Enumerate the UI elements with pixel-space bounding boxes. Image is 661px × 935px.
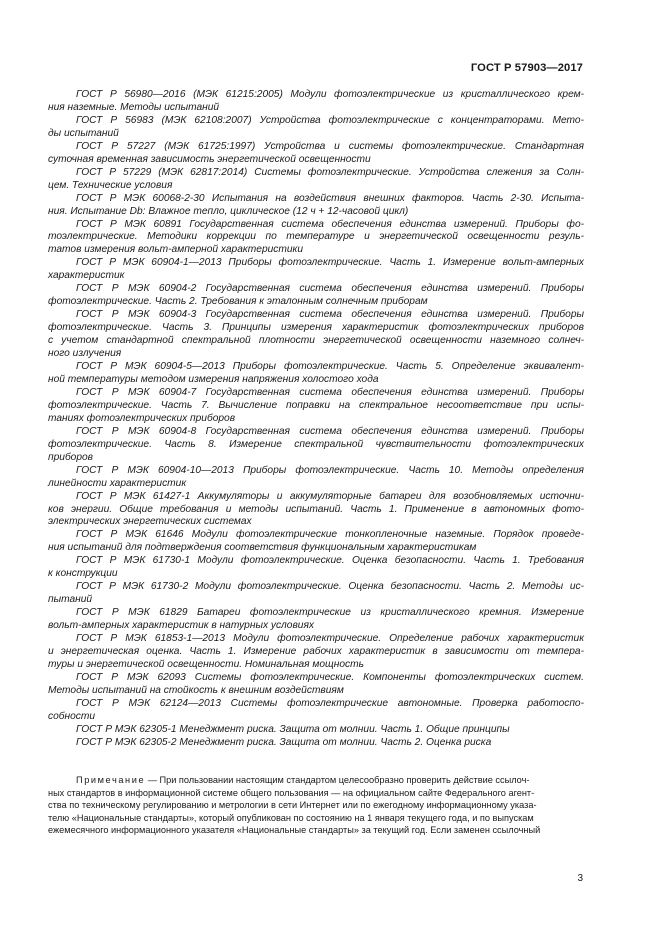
reference-line-first: ГОСТ Р МЭК 60904-5—2013 Приборы фотоэлектрические. Часть 5. Определение эквивалент- [76, 361, 584, 373]
reference-line-first: ГОСТ Р МЭК 61730-1 Модули фотоэлектрические. Оценка безопасности. Часть 1. Требования [76, 555, 584, 567]
reference-line-continuation: ды испытаний [48, 127, 119, 139]
reference-line-first: ГОСТ Р МЭК 62305-2 Менеджмент риска. Защита от молнии. Часть 2. Оценка риска [76, 736, 492, 748]
reference-line-continuation: и энергетическая оценка. Часть 1. Измерение рабочих характеристик в зависимости от темпера- [48, 645, 584, 657]
note-line: телю «Национальные стандарты», который опубликован по состоянию на 1 января текущего года, и по выпускам [48, 812, 534, 823]
note-line: ства по техническому регулированию и метрологии в сети Интернет или по ежегодному информационному указа- [48, 800, 537, 811]
note-line: ежемесячного информационного указателя «Национальные стандарты» за текущий год. Если заменен ссылочный [48, 825, 541, 836]
reference-entry [48, 193, 584, 219]
reference-line-first: ГОСТ Р МЭК 60904-2 Государственная система обеспечения единства измерений. Приборы [76, 283, 584, 295]
reference-line-continuation: с учетом стандартной спектральной плотности энергетической освещенности наземного солнеч- [48, 335, 584, 347]
reference-line-continuation: электрических энергетических системах [48, 516, 252, 528]
reference-entry [48, 724, 584, 737]
reference-entry [48, 672, 584, 698]
note-line [48, 774, 584, 787]
reference-line-continuation: фотоэлектрические. Часть 3. Принципы измерения характеристик фотоэлектрических приборов [48, 322, 584, 334]
reference-line-continuation: Методы испытаний на стойкость к внешним воздействиям [48, 684, 344, 696]
reference-line-first: ГОСТ Р МЭК 60904-3 Государственная система обеспечения единства измерений. Приборы [76, 309, 584, 321]
reference-line-continuation: цем. Технические условия [48, 179, 173, 191]
reference-line-first: ГОСТ Р МЭК 60904-8 Государственная система обеспечения единства измерений. Приборы [76, 425, 584, 437]
reference-entry [48, 633, 584, 672]
reference-line-continuation: пытаний [48, 594, 93, 606]
document-code-header: ГОСТ Р 57903—2017 [470, 62, 583, 74]
reference-entry [48, 555, 584, 581]
note-label: Примечание [76, 775, 146, 785]
reference-line-first: ГОСТ Р МЭК 61427-1 Аккумуляторы и аккумуляторные батареи для возобновляемых источни- [76, 490, 584, 502]
reference-entry [48, 89, 584, 115]
reference-line-first: ГОСТ Р МЭК 62305-1 Менеджмент риска. Защита от молнии. Часть 1. Общие принципы [76, 723, 510, 735]
reference-line-continuation: суточная временная зависимость энергетической освещенности [48, 153, 371, 165]
reference-line-first: ГОСТ Р МЭК 60891 Государственная система обеспечения единства измерений. Приборы фо- [76, 218, 584, 230]
reference-entry [48, 283, 584, 309]
reference-line-first: ГОСТ Р МЭК 60904-1—2013 Приборы фотоэлектрические. Часть 1. Измерение вольт-амперных [76, 257, 584, 269]
reference-line-continuation: ния испытаний для подтверждения соответствия функциональным характеристикам [48, 542, 477, 554]
reference-line-first: ГОСТ Р 57229 (МЭК 62817:2014) Системы фотоэлектрические. Устройства слежения за Солн- [76, 166, 584, 178]
reference-line-first: ГОСТ Р МЭК 62093 Системы фотоэлектрические. Компоненты фотоэлектрических систем. [76, 671, 584, 683]
reference-entry [48, 361, 584, 387]
reference-entry [48, 167, 584, 193]
reference-line-continuation: ной температуры методом измерения напряжения холостого хода [48, 373, 379, 385]
reference-entry [48, 529, 584, 555]
reference-line-first: ГОСТ Р МЭК 61730-2 Модули фотоэлектрические. Оценка безопасности. Часть 2. Методы ис- [76, 581, 584, 593]
reference-entry [48, 491, 584, 530]
reference-line-continuation: тоэлектрические. Методики коррекции по температуре и энергетической освещенности резуль- [48, 231, 584, 243]
reference-line-continuation: приборов [48, 451, 93, 463]
reference-line-first: ГОСТ Р МЭК 60904-7 Государственная система обеспечения единства измерений. Приборы [76, 386, 584, 398]
page-number: 3 [577, 873, 583, 884]
reference-line-continuation: фотоэлектрические. Часть 7. Вычисление поправки на спектральное несоответствие при испы- [48, 399, 584, 411]
reference-line-first: ГОСТ Р МЭК 60904-10—2013 Приборы фотоэлектрические. Часть 10. Методы определения [76, 464, 584, 476]
reference-line-first: ГОСТ Р МЭК 61853-1—2013 Модули фотоэлектрические. Определение рабочих характеристик [76, 633, 584, 645]
reference-line-continuation: к конструкции [48, 568, 118, 580]
reference-line-first: ГОСТ Р 57227 (МЭК 61725:1997) Устройства и системы фотоэлектрические. Стандартная [76, 140, 584, 152]
reference-entry [48, 737, 584, 750]
reference-line-continuation: ния. Испытание Db: Влажное тепло, циклическое (12 ч + 12-часовой цикл) [48, 205, 409, 217]
note-paragraph [48, 774, 584, 837]
reference-entry [48, 465, 584, 491]
reference-line-continuation: фотоэлектрические. Часть 2. Требования к эталонным солнечным приборам [48, 296, 428, 308]
reference-line-first: ГОСТ Р МЭК 62124—2013 Системы фотоэлектрические автономные. Проверка работоспо- [76, 697, 584, 709]
note-text: — При пользовании настоящим стандартом целесообразно проверить действие ссылоч- [145, 775, 530, 785]
reference-entry [48, 219, 584, 258]
reference-line-continuation: собности [48, 710, 96, 722]
reference-entry [48, 141, 584, 167]
reference-line-continuation: ков энергии. Общие требования и методы испытаний. Часть 1. Применение в автономных фото- [48, 503, 584, 515]
normative-references-list [48, 89, 584, 750]
reference-line-first: ГОСТ Р МЭК 60068-2-30 Испытания на воздействия внешних факторов. Часть 2-30. Испыта- [76, 192, 584, 204]
reference-entry [48, 426, 584, 465]
reference-line-continuation: татов измерения вольт-амперной характеристики [48, 244, 304, 256]
note-line: ных стандартов в информационной системе общего пользования — на официальном сайте Федерального агент- [48, 787, 535, 798]
reference-line-continuation: ного излучения [48, 348, 122, 360]
reference-entry [48, 257, 584, 283]
reference-entry [48, 607, 584, 633]
reference-line-continuation: фотоэлектрические. Часть 8. Измерение спектральной чувствительности фотоэлектрических [48, 438, 584, 450]
reference-line-first: ГОСТ Р МЭК 61829 Батареи фотоэлектрические из кристаллического кремния. Измерение [76, 607, 584, 619]
reference-line-continuation: вольт-амперных характеристик в натурных условиях [48, 620, 314, 632]
reference-line-continuation: таниях фотоэлектрических приборов [48, 412, 236, 424]
reference-entry [48, 581, 584, 607]
reference-line-continuation: туры и энергетической освещенности. Номинальная мощность [48, 658, 364, 670]
reference-line-first: ГОСТ Р 56983 (МЭК 62108:2007) Устройства фотоэлектрические с концентраторами. Мето- [76, 114, 584, 126]
reference-entry [48, 698, 584, 724]
reference-entry [48, 387, 584, 426]
reference-line-continuation: ния наземные. Методы испытаний [48, 101, 220, 113]
reference-entry [48, 115, 584, 141]
reference-line-continuation: характеристик [48, 270, 125, 282]
reference-line-first: ГОСТ Р 56980—2016 (МЭК 61215:2005) Модули фотоэлектрические из кристаллического крем- [76, 89, 584, 100]
reference-line-first: ГОСТ Р МЭК 61646 Модули фотоэлектрические тонкопленочные наземные. Порядок проведе- [76, 529, 584, 541]
reference-line-continuation: линейности характеристик [48, 477, 187, 489]
reference-entry [48, 309, 584, 361]
